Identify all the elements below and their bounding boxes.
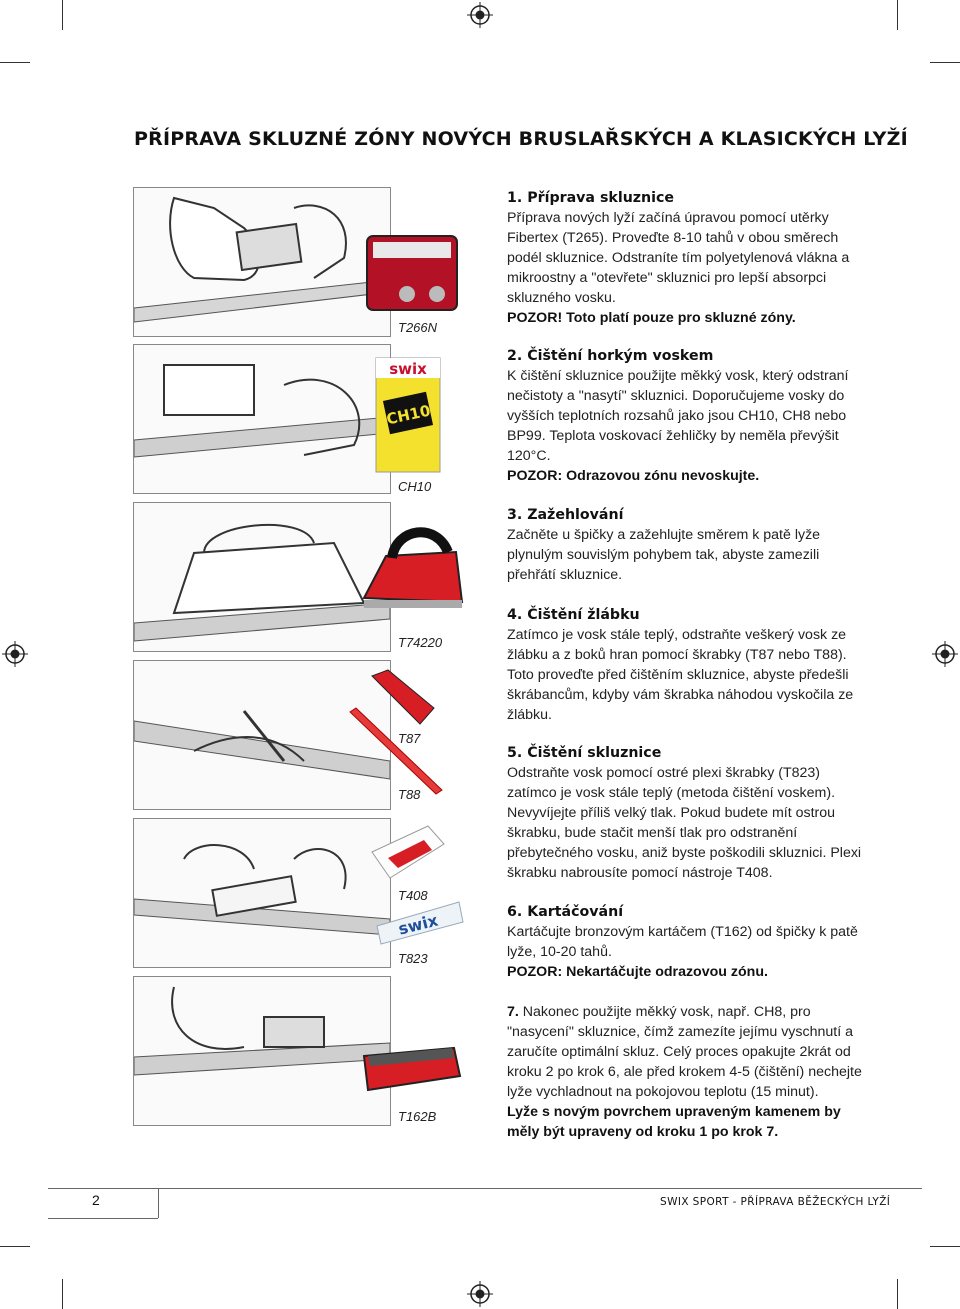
product-wax-ch10 [374, 356, 442, 474]
crop-mark [62, 1279, 63, 1309]
wax-code: CH10 [384, 401, 433, 429]
page-title: PŘÍPRAVA SKLUZNÉ ZÓNY NOVÝCH BRUSLAŘSKÝCH A KLASICKÝCH LYŽÍ [134, 128, 908, 150]
step-heading: 5. Čištění skluznice [507, 745, 662, 761]
step-body: Zatímco je vosk stále teplý, odstraňte veškerý vosk ze žlábku a z boků hran pomocí škrabky (T87 nebo T88). Toto proveďte před čištěním skluznice, abyste předešli škrábancům, kdyby vám škrabka náhodou vyskočila ze žlábku. [507, 627, 854, 723]
product-label-t88: T88 [398, 787, 421, 802]
page-number: 2 [92, 1192, 100, 1208]
product-fibertex-box [365, 232, 461, 314]
crop-mark [897, 1279, 898, 1309]
step-heading: 1. Příprava skluznice [507, 190, 675, 206]
step-body [507, 1002, 867, 1102]
crop-mark [62, 0, 63, 30]
registration-mark-icon [467, 2, 493, 28]
registration-mark-icon [932, 641, 958, 667]
product-groove-scraper-t88 [348, 706, 444, 796]
crop-mark [930, 1246, 960, 1247]
step-text: Nakonec použijte měkký vosk, např. CH8, pro "nasycení" skluznice, čímž zamezíte jejímu vyschnutí a zaručíte optimální skluz. Celý proces opakujte 2krát od kroku 2 po krok 6, ale před krokem 4-5 (čištění) nechejte lyže vychladnout na pokojovou teplotu (15 minut). [507, 1004, 862, 1100]
step-warning: POZOR: Odrazovou zónu nevoskujte. [507, 468, 760, 484]
illustration-fibertex [133, 187, 391, 337]
product-label-t823: T823 [398, 951, 428, 966]
step-body: K čištění skluznice použijte měkký vosk, který odstraní nečistoty a "nasytí" skluznici. Doporučujeme vosky do vyšších teplotních rozsahů jako jsou CH10, CH8 nebo BP99. Teplota voskovací žehličky by neměla převýšit 120°C. [507, 368, 849, 464]
step-6 [507, 902, 867, 982]
footer-rule [48, 1188, 922, 1189]
footer-divider [48, 1218, 158, 1219]
product-wax-iron [356, 518, 466, 618]
step-number: 7. [507, 1004, 519, 1020]
step-3 [507, 505, 867, 585]
swix-logo: swix [389, 360, 427, 378]
step-body: Odstraňte vosk pomocí ostré plexi škrabky (T823) zatímco je vosk stále teplý (metoda čištění voskem). Nevyvíjejte příliš velký tlak. Pokud budete mít ostrou škrabku, bude stačit menší tlak pro odstranění přebytečného vosku, aniž byste poškodili skluznici. Plexi škrabku nabrousíte pomocí nástroje T408. [507, 765, 862, 881]
crop-mark [897, 0, 898, 30]
illustration-brushing [133, 976, 391, 1126]
crop-mark [0, 62, 30, 63]
product-label-t74220: T74220 [398, 635, 443, 650]
registration-mark-icon [2, 641, 28, 667]
illustration-plexi-scraping [133, 818, 391, 968]
running-title: SWIX SPORT - PŘÍPRAVA BĚŽECKÝCH LYŽÍ [660, 1196, 891, 1208]
product-bronze-brush-t162b [356, 1036, 466, 1102]
swix-logo: swix [396, 910, 440, 939]
registration-mark-icon [467, 1281, 493, 1307]
step-body: Kartáčujte bronzovým kartáčem (T162) od špičky k patě lyže, 10-20 tahů. [507, 924, 858, 960]
step-heading: 2. Čištění horkým voskem [507, 348, 714, 364]
step-heading: 4. Čištění žlábku [507, 607, 640, 623]
step-1 [507, 188, 867, 328]
step-warning: POZOR: Nekartáčujte odrazovou zónu. [507, 964, 768, 980]
step-5 [507, 743, 867, 883]
step-4 [507, 605, 867, 725]
step-2 [507, 346, 867, 486]
product-label-t266n: T266N [398, 320, 438, 335]
illustration-hot-wax [133, 344, 391, 494]
product-label-t87: T87 [398, 731, 421, 746]
product-scraper-sharpener-t408 [368, 822, 448, 882]
product-label-t408: T408 [398, 888, 428, 903]
crop-mark [930, 62, 960, 63]
step-body: Začněte u špičky a zažehlujte směrem k patě lyže plynulým souvislým pohybem tak, abyste zamezili přehřátí skluznice. [507, 527, 821, 583]
instructions-column [507, 188, 867, 1168]
illustration-ironing [133, 502, 391, 652]
step-body: Příprava nových lyží začíná úpravou pomocí utěrky Fibertex (T265). Proveďte 8-10 tahů v obou směrech podél skluznice. Odstraníte tím polyetylenová vlákna a mikroostny a "otevřete" skluznici pro lepší absorpci skluzného vosku. [507, 210, 850, 306]
product-plexi-scraper-t823 [375, 900, 465, 946]
step-warning: POZOR! Toto platí pouze pro skluzné zóny. [507, 310, 796, 326]
product-label-t162b: T162B [398, 1109, 437, 1124]
step-heading: 3. Zažehlování [507, 507, 624, 523]
product-label-ch10: CH10 [398, 479, 432, 494]
step-heading: 6. Kartáčování [507, 904, 624, 920]
crop-mark [0, 1246, 30, 1247]
footer-divider-vertical [158, 1188, 159, 1218]
step-7 [507, 1002, 867, 1142]
step-warning: Lyže s novým povrchem upraveným kamenem by měly být upraveny od kroku 1 po krok 7. [507, 1104, 841, 1140]
